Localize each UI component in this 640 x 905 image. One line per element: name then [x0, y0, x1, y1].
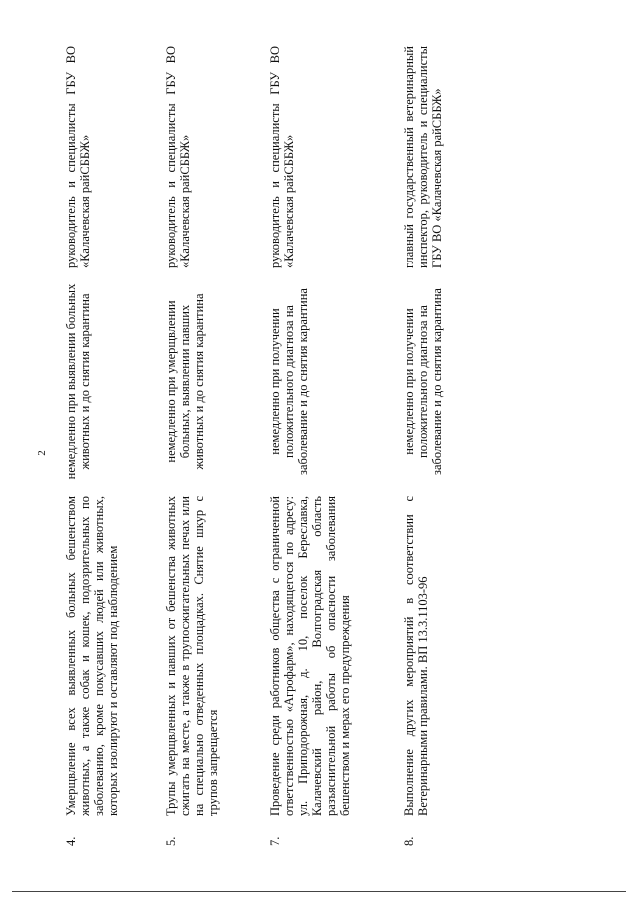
measure-text: Выполнение других мероприятий в соответствии с Ветеринарными правилами. ВП 13.3.1103-96 — [402, 496, 430, 816]
row-number: 5. — [164, 836, 178, 846]
term-text: немедленно при получении положительного диагноза на заболевание и до снятия карантина — [268, 288, 310, 475]
term-text: немедленно при получении положительного диагноза на заболевание и до снятия карантина — [402, 288, 444, 475]
responsible-text: руководитель и специалисты ГБУ ВО «Калачевская райСББЖ» — [164, 46, 192, 268]
page-number: 2 — [36, 450, 48, 456]
bottom-rule — [12, 891, 626, 892]
rotated-table — [64, 46, 624, 846]
row-number: 7. — [268, 836, 282, 846]
responsible-text: руководитель и специалисты ГБУ ВО «Калачевская райСББЖ» — [64, 46, 92, 268]
term-text: немедленно при выявлении больных животных и до снятия карантина — [64, 283, 92, 480]
responsible-text: главный государственный ветеринарный инспектор, руководитель и специалисты ГБУ ВО «Калачевская райСББЖ» — [402, 46, 444, 268]
term-text: немедленно при умерщвлении больных, выявлении павших животных и до снятия карантина — [164, 293, 206, 470]
measure-text: Умерщвление всех выявленных больных бешенством животных, а также собак и кошек, подозрительных по заболеванию, кроме покусавших людей или животных, которых изолируют и оставляют под наблюдением — [64, 496, 120, 816]
measure-text: Проведение среди работников общества с ограниченной ответственностью «Агрофарм», находящегося по адресу: ул. Приподорожная, д. 10, поселок Береславка, Калачевский район, Волгоградская область разъяснительной работы об опасности заболевания бешенством и мерах его предупреждения — [268, 496, 352, 816]
row-number: 4. — [64, 836, 78, 846]
row-number: 8. — [402, 836, 416, 846]
responsible-text: руководитель и специалисты ГБУ ВО «Калачевская райСББЖ» — [268, 46, 296, 268]
measure-text: Трупы умерщвленных и павших от бешенства животных сжигать на месте, а также в трупосжигательных печах или на специально отведенных площадках. Снятие шкур с трупов запрещается — [164, 496, 220, 816]
